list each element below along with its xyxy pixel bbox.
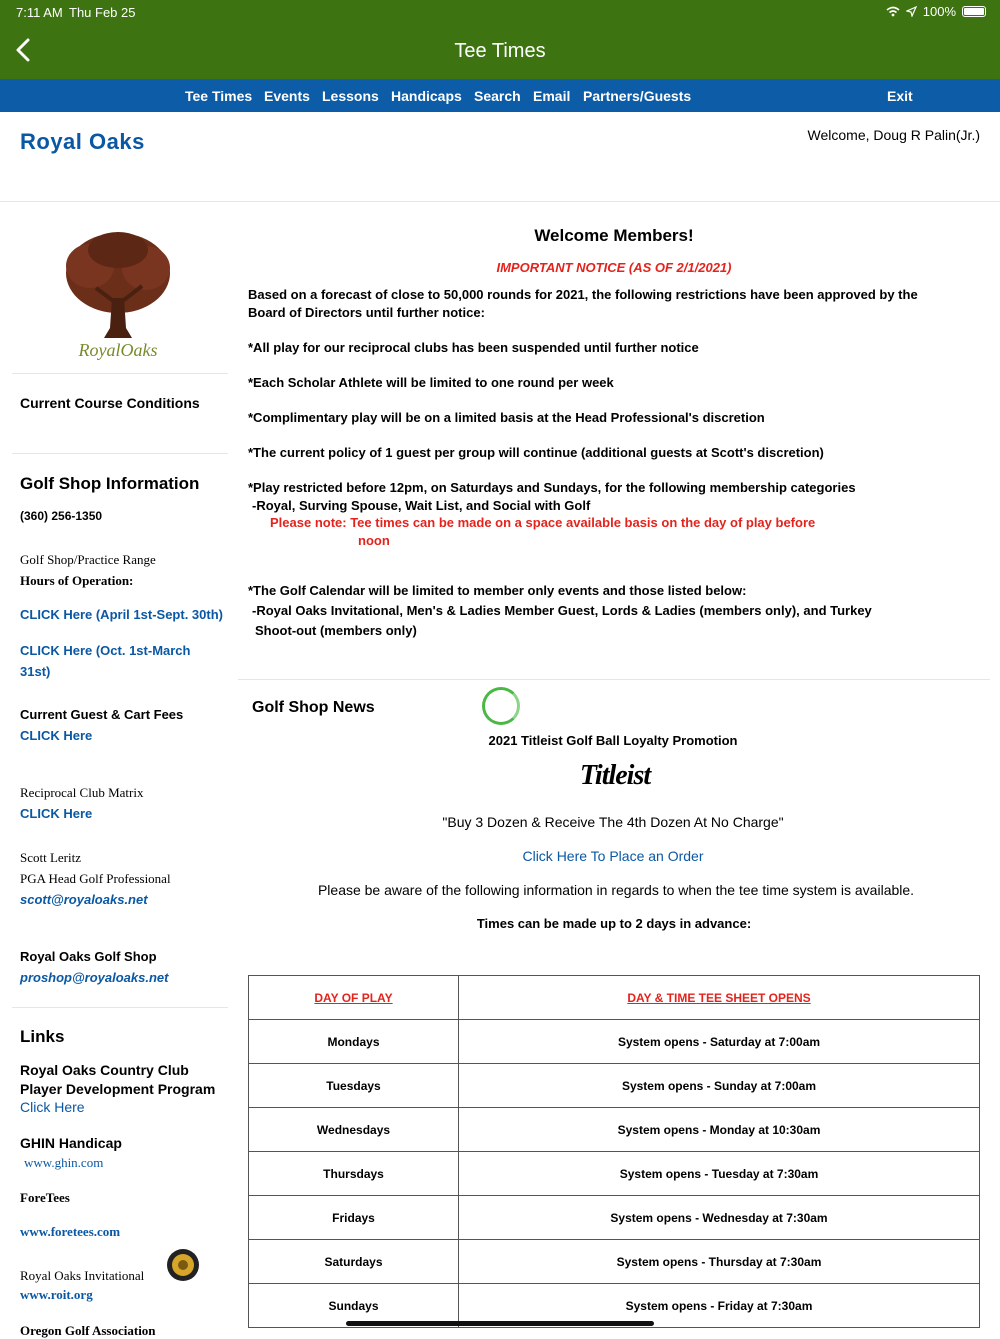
table-row <box>249 1240 980 1284</box>
nav-tee-times[interactable]: Tee Times <box>185 88 253 104</box>
header-day-of-play: DAY OF PLAY <box>249 976 459 1020</box>
rule-reciprocal: *All play for our reciprocal clubs has been suspended until further notice <box>248 340 699 355</box>
pro-name: Scott Leritz <box>20 850 82 865</box>
page-header <box>0 112 1000 202</box>
shop-phone: (360) 256-1350 <box>20 509 103 523</box>
news-title: Golf Shop News <box>252 699 375 716</box>
rule-scholar: *Each Scholar Athlete will be limited to one round per week <box>248 375 614 390</box>
title-bar <box>0 24 1000 79</box>
welcome-user: Welcome, Doug R Palin(Jr.) <box>807 127 980 143</box>
pdp-label-1: Royal Oaks Country Club <box>20 1062 189 1078</box>
roit-label: Royal Oaks Invitational <box>20 1268 145 1283</box>
pro-email-link[interactable]: scott@royaloaks.net <box>20 892 148 907</box>
hours-winter-link[interactable]: CLICK Here (Oct. 1st-March <box>20 643 191 658</box>
battery-percent: 100% <box>922 4 956 19</box>
sidebar <box>0 202 240 1338</box>
rule-weekend: *Play restricted before 12pm, on Saturdays and Sundays, for the following membership categories <box>248 480 856 495</box>
intro-line-2: Board of Directors until further notice: <box>248 305 485 320</box>
day-cell: Fridays <box>249 1196 459 1240</box>
logo-text: RoyalOaks <box>78 340 158 360</box>
links-title: Links <box>20 1027 65 1046</box>
day-cell: Tuesdays <box>249 1064 459 1108</box>
divider <box>238 679 990 680</box>
nav-exit[interactable]: Exit <box>887 88 913 104</box>
opens-cell: System opens - Monday at 10:30am <box>459 1108 980 1152</box>
oga-label: Oregon Golf Association <box>20 1323 156 1338</box>
hours-summer-link[interactable]: CLICK Here (April 1st-Sept. 30th) <box>20 607 223 622</box>
divider <box>12 1007 228 1008</box>
table-row <box>249 1108 980 1152</box>
roit-badge-icon <box>166 1248 200 1282</box>
hours-label-1: Golf Shop/Practice Range <box>20 552 156 567</box>
intro-line-1: Based on a forecast of close to 50,000 rounds for 2021, the following restrictions have been approved by the <box>248 287 918 302</box>
order-link[interactable]: Click Here To Place an Order <box>522 848 704 864</box>
divider <box>12 453 228 454</box>
fees-label: Current Guest & Cart Fees <box>20 707 184 722</box>
shop-label: Royal Oaks Golf Shop <box>20 949 157 964</box>
divider <box>12 373 228 374</box>
nav-handicaps[interactable]: Handicaps <box>391 88 462 104</box>
nav-email[interactable]: Email <box>533 88 571 104</box>
location-icon <box>906 6 917 17</box>
status-indicators <box>886 4 986 19</box>
day-cell: Sundays <box>249 1284 459 1328</box>
pro-title: PGA Head Golf Professional <box>20 871 171 886</box>
pdp-label-2: Player Development Program <box>20 1081 216 1097</box>
ghin-link[interactable]: www.ghin.com <box>24 1155 104 1170</box>
rule-complimentary: *Complimentary play will be on a limited basis at the Head Professional's discretion <box>248 410 765 425</box>
nav-events[interactable]: Events <box>264 88 310 104</box>
shop-email-link[interactable]: proshop@royaloaks.net <box>20 970 169 985</box>
header-sheet-opens: DAY & TIME TEE SHEET OPENS <box>459 976 980 1020</box>
nav-search[interactable]: Search <box>474 88 521 104</box>
fees-link[interactable]: CLICK Here <box>20 728 93 743</box>
course-conditions-link[interactable]: Current Course Conditions <box>20 395 200 411</box>
opens-cell: System opens - Tuesday at 7:30am <box>459 1152 980 1196</box>
rule-calendar-events-cont: Shoot-out (members only) <box>255 623 417 638</box>
table-row <box>249 1064 980 1108</box>
advance-info: Times can be made up to 2 days in advance: <box>476 916 752 931</box>
titleist-logo: Titleist <box>579 760 651 791</box>
day-cell: Wednesdays <box>249 1108 459 1152</box>
tee-sheet-schedule-table <box>248 975 980 1328</box>
rule-weekend-note: Please note: Tee times can be made on a space available basis on the day of play before <box>270 515 816 530</box>
nav-partners-guests[interactable]: Partners/Guests <box>583 88 692 104</box>
opens-cell: System opens - Friday at 7:30am <box>459 1284 980 1328</box>
shop-info-title: Golf Shop Information <box>20 474 200 493</box>
matrix-link[interactable]: CLICK Here <box>20 806 93 821</box>
promo-title: 2021 Titleist Golf Ball Loyalty Promotion <box>488 733 738 748</box>
page-title: Tee Times <box>454 40 546 62</box>
day-cell: Saturdays <box>249 1240 459 1284</box>
matrix-label: Reciprocal Club Matrix <box>20 785 144 800</box>
opens-cell: System opens - Sunday at 7:00am <box>459 1064 980 1108</box>
day-cell: Thursdays <box>249 1152 459 1196</box>
main-nav <box>0 79 1000 112</box>
foretees-label: ForeTees <box>20 1190 70 1205</box>
table-row <box>249 1152 980 1196</box>
wifi-icon <box>886 6 900 17</box>
table-row <box>249 1196 980 1240</box>
opens-cell: System opens - Saturday at 7:00am <box>459 1020 980 1064</box>
status-date: Thu Feb 25 <box>69 5 136 20</box>
battery-icon <box>962 6 986 17</box>
hours-winter-link-cont[interactable]: 31st) <box>20 664 51 679</box>
nav-lessons[interactable]: Lessons <box>322 88 379 104</box>
important-notice: IMPORTANT NOTICE (AS OF 2/1/2021) <box>496 260 732 275</box>
status-time: 7:11 AM <box>16 5 63 20</box>
rule-guest-policy: *The current policy of 1 guest per group will continue (additional guests at Scott's discretion) <box>248 445 824 460</box>
promo-quote: "Buy 3 Dozen & Receive The 4th Dozen At No Charge" <box>442 814 784 830</box>
pdp-link[interactable]: Click Here <box>20 1099 85 1115</box>
status-bar <box>0 0 1000 24</box>
hours-label-2: Hours of Operation: <box>20 573 134 588</box>
availability-info: Please be aware of the following information in regards to when the tee time system is available. <box>317 882 915 898</box>
table-header-row <box>249 976 980 1020</box>
foretees-link[interactable]: www.foretees.com <box>20 1224 121 1239</box>
rule-weekend-note-cont: noon <box>358 533 390 548</box>
opens-cell: System opens - Thursday at 7:30am <box>459 1240 980 1284</box>
club-name: Royal Oaks <box>20 129 145 154</box>
rule-weekend-categories: -Royal, Surving Spouse, Wait List, and Social with Golf <box>252 498 591 513</box>
roit-link[interactable]: www.roit.org <box>20 1287 93 1302</box>
opens-cell: System opens - Wednesday at 7:30am <box>459 1196 980 1240</box>
rule-calendar-events: -Royal Oaks Invitational, Men's & Ladies Member Guest, Lords & Ladies (members only), and Turkey <box>252 603 872 618</box>
loading-spinner-icon <box>482 687 520 725</box>
royal-oaks-tree-logo <box>60 228 176 362</box>
table-row <box>249 1020 980 1064</box>
welcome-title: Welcome Members! <box>534 226 694 245</box>
ghin-label: GHIN Handicap <box>20 1135 122 1151</box>
rule-calendar: *The Golf Calendar will be limited to member only events and those listed below: <box>248 583 747 598</box>
home-indicator[interactable] <box>346 1321 654 1326</box>
day-cell: Mondays <box>249 1020 459 1064</box>
